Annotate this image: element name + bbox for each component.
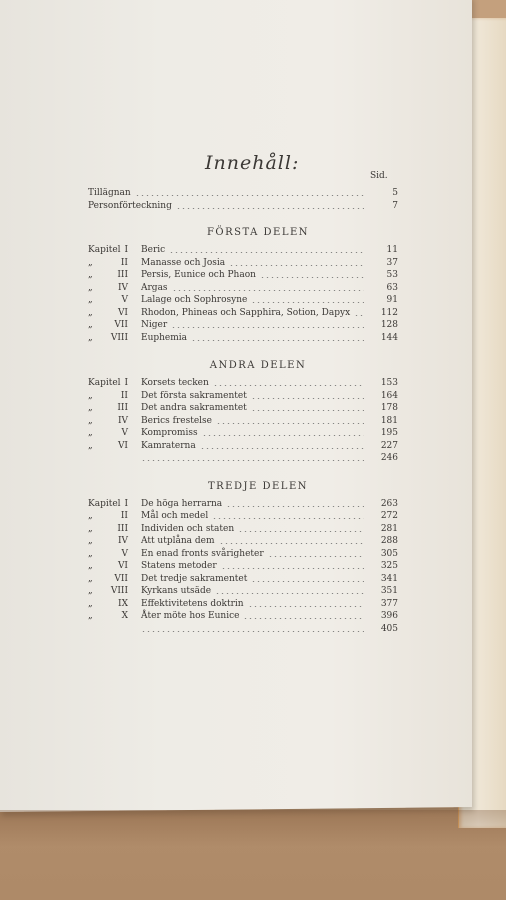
page-number: 91 [386,295,398,305]
chapter-title: Personförteckning [88,201,172,211]
leader-dots [251,410,364,411]
kapitel-label: „ [88,611,93,621]
page-number: 112 [380,307,398,318]
chapter-title: Rhodon, Phineas och Sapphira, Sotion, Dapyx [141,307,351,318]
leader-dots [191,340,364,341]
page-number: 246 [380,453,398,463]
chapter-title: Lalage och Sophrosyne [141,295,248,305]
leader-dots [216,423,364,424]
chapter-number: IV [117,536,128,546]
leader-dots [251,581,364,582]
toc-chapter-line [88,294,398,306]
page-number: 227 [380,440,398,451]
toc-chapter-line [88,510,398,522]
page-number: 128 [380,320,398,330]
chapter-title: Argas [141,282,168,293]
chapter-number: V [121,428,128,438]
toc-front-line [88,200,398,212]
page-number: 263 [380,498,398,509]
kapitel-label: „ [88,332,93,343]
toc-chapter-line [88,548,398,560]
chapter-title: De höga herrarna [141,498,223,509]
toc-chapter-line [88,257,398,269]
part-heading: TREDJE DELEN [207,480,308,492]
leader-dots [176,208,364,209]
leader-dots [135,195,364,196]
kapitel-label: „ [88,415,93,426]
leader-dots [221,568,364,569]
chapter-title: Kompromiss [141,428,198,438]
chapter-title: Niger [141,320,168,330]
leader-dots [141,460,364,461]
part-heading: ANDRA DELEN [209,360,307,371]
page-number: 325 [380,561,398,571]
toc-chapter-line [88,319,398,331]
chapter-number: V [121,548,128,559]
chapter-number: VIII [110,332,128,343]
kapitel-label: Kapitel [88,245,121,255]
page-number: 377 [380,598,398,609]
leader-dots [248,606,364,607]
page-number: 281 [380,523,398,534]
chapter-title: Manasse och Josia [141,257,226,268]
leader-dots [200,448,364,449]
page-number: 405 [380,623,398,634]
page-number: 37 [386,257,398,268]
kapitel-label: „ [88,573,93,584]
page-number: 288 [380,536,398,546]
chapter-title: En enad fronts svårigheter [141,548,264,559]
kapitel-label: „ [88,536,93,546]
chapter-number: III [117,403,128,413]
toc-chapter-line [88,623,398,635]
kapitel-label: „ [88,523,93,534]
chapter-title: Euphemia [141,332,188,343]
kapitel-label: Kapitel [88,498,121,509]
leader-dots [354,315,364,316]
toc-chapter-line [88,523,398,535]
toc-title: Innehåll: [205,152,300,174]
toc-chapter-line [88,498,398,510]
toc-front-line [88,187,398,199]
chapter-title: Det första sakramentet [141,390,247,401]
toc-chapter-line [88,610,398,622]
chapter-title: Persis, Eunice och Phaon [141,270,256,280]
page-number: 305 [380,548,398,559]
chapter-title: Individen och staten [141,523,235,534]
page-number: 11 [386,245,398,255]
chapter-number: III [117,523,128,534]
chapter-title: Att utplåna dem [141,536,215,546]
leader-dots [172,290,364,291]
chapter-number: VI [117,561,128,571]
leader-dots [243,618,364,619]
kapitel-label: „ [88,282,93,293]
chapter-title: Berics frestelse [141,415,212,426]
toc-chapter-line [88,440,398,452]
leader-dots [215,593,364,594]
chapter-title: Mål och medel [141,511,209,521]
page-number: 396 [380,611,398,621]
leader-dots [219,543,364,544]
kapitel-label: Kapitel [88,378,121,388]
chapter-title: Det andra sakramentet [141,403,247,413]
page-number: 5 [392,188,398,198]
chapter-title: Statens metoder [141,561,217,571]
chapter-number: I [124,245,128,255]
page-number: 153 [380,378,398,388]
kapitel-label: „ [88,270,93,280]
toc-chapter-line [88,535,398,547]
toc-chapter-line [88,415,398,427]
kapitel-label: „ [88,390,93,401]
chapter-title: Kamraterna [141,440,196,451]
leader-dots [268,556,364,557]
kapitel-label: „ [88,511,93,521]
toc-chapter-line [88,585,398,597]
chapter-number: VI [117,307,128,318]
chapter-number: II [120,390,128,401]
toc-chapter-line [88,560,398,572]
toc-chapter-line [88,390,398,402]
page-number: 351 [380,586,398,596]
leader-dots [251,302,364,303]
toc-chapter-line [88,377,398,389]
page-number: 272 [380,511,398,521]
chapter-title: Korsets tecken [141,378,209,388]
page-number: 7 [392,201,398,211]
chapter-number: VIII [110,586,128,596]
chapter-number: VII [114,573,128,584]
kapitel-label: „ [88,548,93,559]
chapter-title: Tillägnan [88,188,131,198]
chapter-title: Åter möte hos Eunice [141,611,240,621]
toc-chapter-line [88,452,398,464]
kapitel-label: „ [88,320,93,330]
part-heading: FÖRSTA DELEN [206,227,310,238]
page-number: 195 [380,428,398,438]
kapitel-label: „ [88,295,93,305]
chapter-number: IV [117,415,128,426]
chapter-number: V [121,295,128,305]
toc-chapter-line [88,573,398,585]
leader-dots [229,265,364,266]
leader-dots [212,518,364,519]
page-column-label: Sid. [370,171,388,181]
toc-chapter-line [88,269,398,281]
kapitel-label: „ [88,561,93,571]
page-number: 341 [380,573,398,584]
leader-dots [171,327,364,328]
leader-dots [213,385,364,386]
kapitel-label: „ [88,586,93,596]
leader-dots [169,252,364,253]
chapter-title: Effektivitetens doktrin [141,598,244,609]
kapitel-label: „ [88,257,93,268]
page-number: 53 [386,270,398,280]
page-number: 181 [380,415,398,426]
page-number: 144 [380,332,398,343]
chapter-number: I [124,378,128,388]
kapitel-label: „ [88,403,93,413]
chapter-number: X [121,611,128,621]
toc-chapter-line [88,332,398,344]
toc-chapter-line [88,427,398,439]
page-number: 164 [380,390,398,401]
chapter-number: I [124,498,128,509]
leader-dots [202,435,364,436]
toc-chapter-line [88,598,398,610]
leader-dots [226,506,364,507]
page-number: 63 [386,282,398,293]
page-number: 178 [380,403,398,413]
kapitel-label: „ [88,307,93,318]
chapter-number: II [120,511,128,521]
leader-dots [260,277,364,278]
leader-dots [251,398,364,399]
chapter-title: Det tredje sakramentet [141,573,248,584]
chapter-number: VII [114,320,128,330]
kapitel-label: „ [88,598,93,609]
kapitel-label: „ [88,428,93,438]
toc-chapter-line [88,402,398,414]
toc-chapter-line [88,244,398,256]
toc-chapter-line [88,282,398,294]
toc-chapter-line [88,307,398,319]
chapter-number: VI [117,440,128,451]
leader-dots [141,631,364,632]
chapter-number: IV [117,282,128,293]
kapitel-label: „ [88,440,93,451]
chapter-title: Beric [141,245,166,255]
chapter-number: II [120,257,128,268]
chapter-number: IX [118,598,128,609]
chapter-title: Kyrkans utsäde [141,586,212,596]
leader-dots [238,531,364,532]
chapter-number: III [117,270,128,280]
